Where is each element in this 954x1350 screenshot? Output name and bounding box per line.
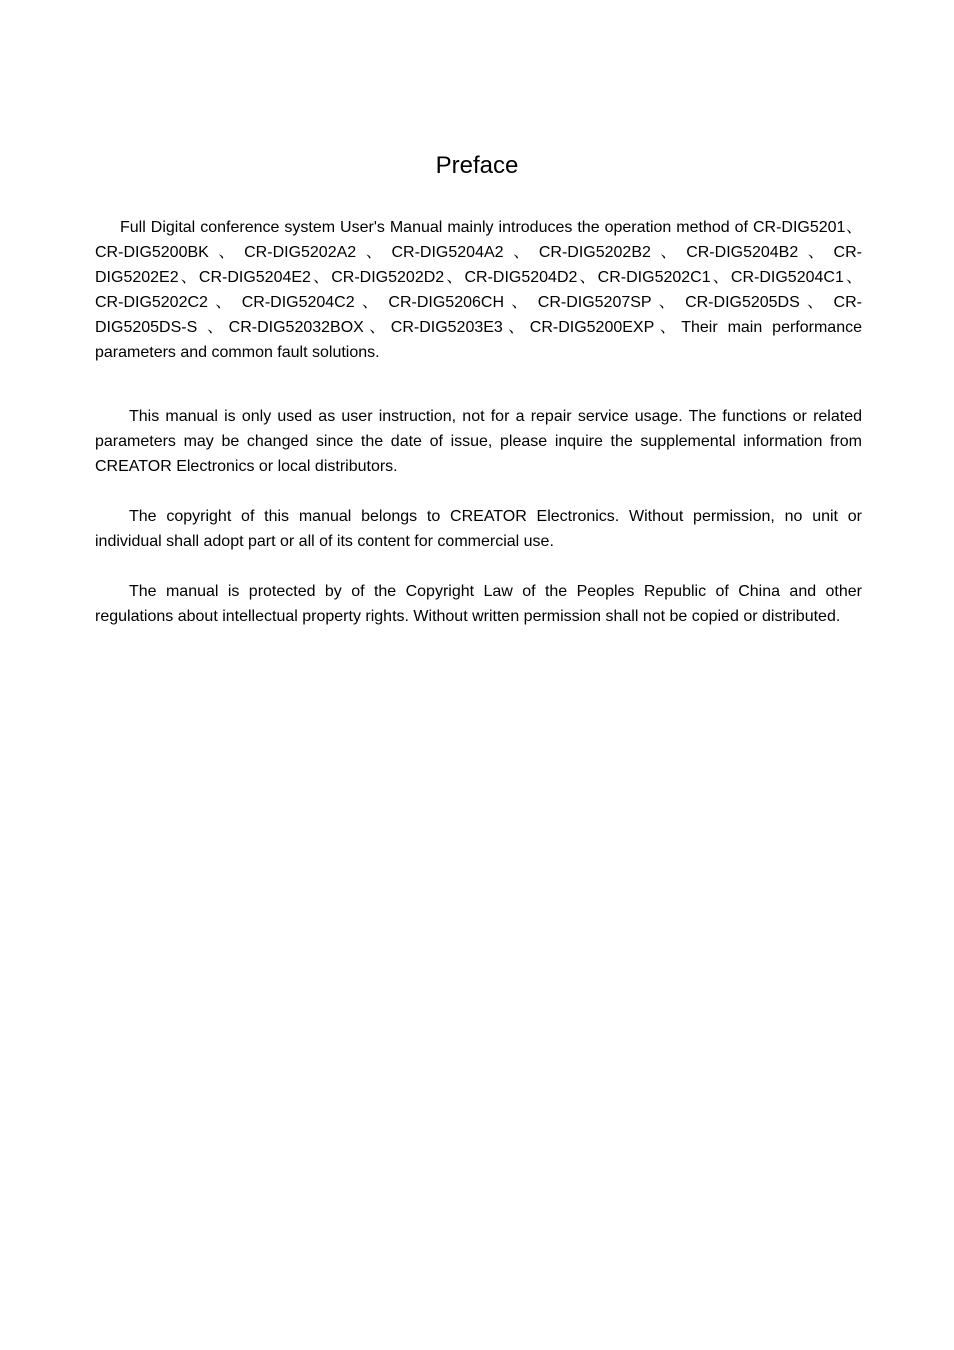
paragraph-usage-notice: This manual is only used as user instruction, not for a repair service usage. The functions or related parameters may be changed since the date of issue, please inquire the supplemental information from CREATOR Electronics or local distributors. <box>95 408 862 475</box>
paragraph-copyright: The copyright of this manual belongs to CREATOR Electronics. Without permission, no unit or individual shall adopt part or all of its content for commercial use. <box>95 508 862 550</box>
page-title: Preface <box>435 152 519 179</box>
paragraph-intro: Full Digital conference system User's Manual mainly introduces the operation method of CR-DIG5201、CR-DIG5200BK、CR-DIG5202A2、CR-DIG5204A2、CR-DIG5202B2、CR-DIG5204B2、CR-DIG5202E2、CR-DIG5204E2、CR-DIG5202D2、CR-DIG5204D2、CR-DIG5202C1、CR-DIG5204C1、CR-DIG5202C2 、 CR-DIG5204C2 、 CR-DIG5206CH 、 CR-DIG5207SP 、 CR-DIG5205DS 、 CR-DIG5205DS-S 、CR-DIG52032BOX、CR-DIG5203E3、CR-DIG5200EXP、Their main performance parameters and common fault solutions. <box>95 219 862 361</box>
paragraph-legal-protection: The manual is protected by of the Copyright Law of the Peoples Republic of China and other regulations about intellectual property rights. Without written permission shall not be copied or distributed. <box>95 583 862 625</box>
